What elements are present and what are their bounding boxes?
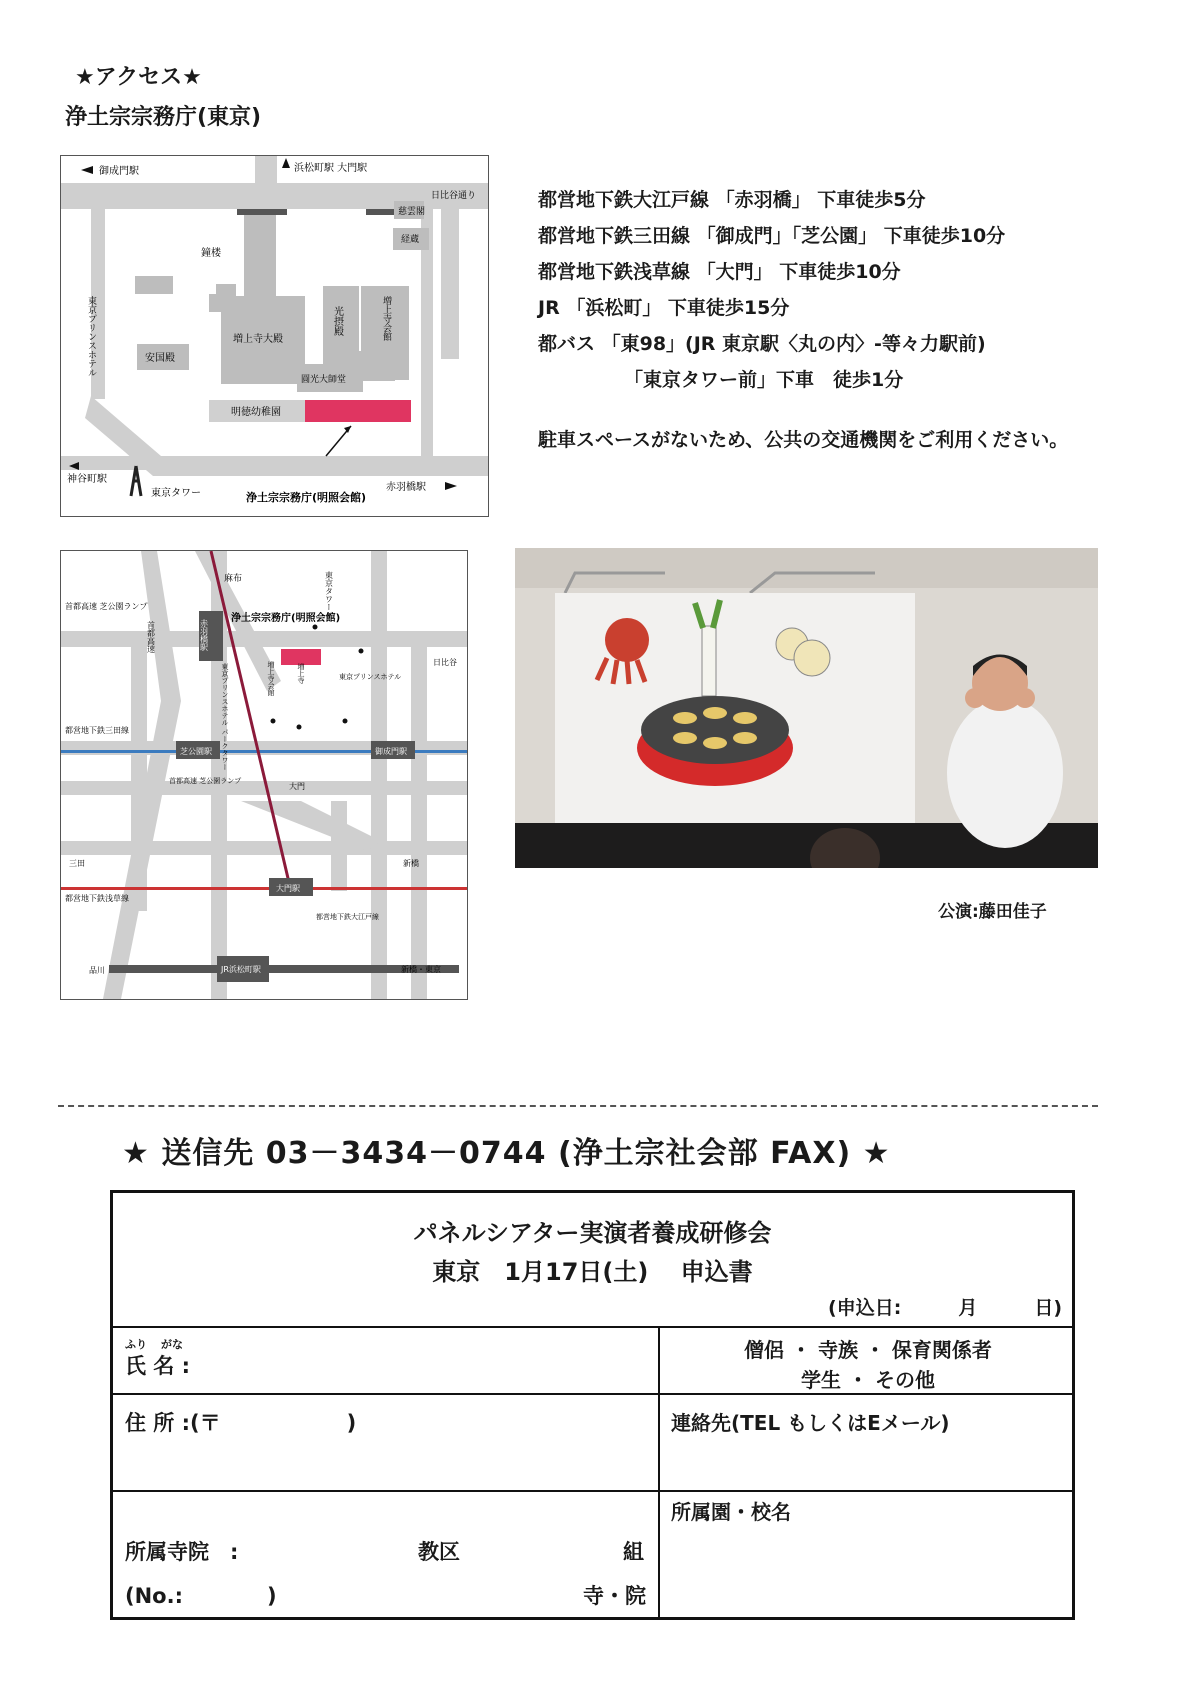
shibakoen-ramp-label: 首都高速 芝公園ランプ <box>169 777 242 785</box>
akabanebashi-station-label: 赤羽橋駅 <box>199 619 209 651</box>
mita-label: 三田 <box>69 859 85 868</box>
form-subtitle: 東京 1月17日(土) 申込書 <box>432 1258 753 1286</box>
tera-in-label: 寺・院 <box>583 1584 646 1608</box>
jr-hamamatsucho-label: JR浜松町駅 <box>221 965 261 974</box>
oedo-line-label: 都営地下鉄大江戸線 <box>316 913 379 921</box>
venue-area-map <box>60 155 489 517</box>
shinagawa-label: 品川 <box>89 966 105 975</box>
zojoji-kaikan-label: 増上寺会館 <box>381 296 391 341</box>
category-options-line2[interactable]: 学生 ・ その他 <box>801 1368 935 1392</box>
zojoji-label: 増上寺 <box>297 663 305 684</box>
access-directions <box>538 182 1005 398</box>
gomonmae-label: 御成門駅 <box>99 166 139 177</box>
venue-heading: 浄土宗宗務庁(東京) <box>65 105 262 130</box>
performance-photo <box>515 548 1098 868</box>
prince-park-label: 東京プリンスホテル パークタワー <box>221 663 229 771</box>
access-line: 「東京タワー前」下車 徒歩1分 <box>624 369 904 391</box>
temple-field[interactable]: 所属寺院 : <box>125 1540 239 1564</box>
kyozo-label: 経蔵 <box>401 235 420 245</box>
onarimon-station-label: 御成門駅 <box>375 747 407 756</box>
school-field[interactable]: 所属園・校名 <box>671 1500 791 1524</box>
photo-caption: 公演:藤田佳子 <box>938 902 1047 922</box>
column-divider <box>658 1326 660 1618</box>
row-divider <box>113 1393 1073 1395</box>
tokyo-tower-label: 東京タワー <box>151 488 201 499</box>
zojoji-daiden-label: 増上寺大殿 <box>233 334 283 345</box>
application-form <box>110 1190 1075 1620</box>
access-line: 都営地下鉄三田線 「御成門」「芝公園」 下車徒歩10分 <box>538 225 1006 247</box>
shuto-kosoku-label: 首都高速 <box>146 621 156 653</box>
venue-label: 浄土宗宗務庁(明照会館) <box>246 491 367 504</box>
address-field[interactable]: 住 所 :(〒 ) <box>125 1411 357 1435</box>
cut-line <box>58 1105 1098 1107</box>
form-title: パネルシアター実演者養成研修会 <box>413 1219 772 1247</box>
kamiyacho-label: 神谷町駅 <box>67 474 107 485</box>
akabanebashi-label: 赤羽橋駅 <box>386 482 426 493</box>
category-options-line1[interactable]: 僧侶 ・ 寺族 ・ 保育関係者 <box>744 1338 992 1362</box>
hibiya-dori-label: 日比谷通り <box>431 191 477 201</box>
parking-note: 駐車スペースがないため、公共の交通機関をご利用ください。 <box>538 429 1069 451</box>
venue-label: 浄土宗宗務庁(明照会館) <box>231 613 341 624</box>
kyoku-label: 教区 <box>418 1540 460 1564</box>
access-line: JR 「浜松町」 下車徒歩15分 <box>538 297 790 319</box>
access-line: 都営地下鉄浅草線 「大門」 下車徒歩10分 <box>538 261 901 283</box>
fax-destination: ★ 送信先 03－3434－0744 (浄土宗社会部 FAX) ★ <box>122 1136 891 1171</box>
prince-hotel-label: 東京プリンスホテル <box>86 296 96 377</box>
mita-line-label: 都営地下鉄三田線 <box>65 726 129 735</box>
row-divider <box>113 1326 1073 1328</box>
kumi-label: 組 <box>623 1540 644 1564</box>
kosetsuden-label: 光摂殿 <box>331 306 343 336</box>
azabu-label: 麻布 <box>224 574 243 584</box>
application-date-field[interactable]: (申込日: 月 日) <box>828 1297 1062 1319</box>
prince-hotel-label: 東京プリンスホテル <box>339 673 402 681</box>
shinbashi-tokyo-label: 新橋・東京 <box>401 965 441 974</box>
jiunkaku-label: 慈雲閣 <box>398 207 426 217</box>
enko-daishido-label: 圓光大師堂 <box>301 375 347 385</box>
shibakoen-station-label: 芝公園駅 <box>180 747 212 756</box>
daimon-station-label: 大門駅 <box>276 884 300 893</box>
furigana-furi: ふり <box>125 1338 147 1351</box>
contact-field[interactable]: 連絡先(TEL もしくはEメール) <box>671 1411 950 1435</box>
tokyo-tower-label: 東京タワー <box>324 571 334 611</box>
access-line: 都バス 「東98」(JR 東京駅〈丸の内〉-等々力駅前) <box>538 333 986 355</box>
daimon-gate-label: 大門 <box>289 782 305 791</box>
temple-number-field[interactable]: (No.: ) <box>125 1584 277 1608</box>
shoro-label: 鐘楼 <box>201 248 221 259</box>
hibiya-label: 日比谷 <box>433 658 457 667</box>
meitoku-label: 明徳幼稚園 <box>231 407 281 418</box>
row-divider <box>113 1490 1073 1492</box>
ankokuden-label: 安国殿 <box>145 353 175 364</box>
access-line: 都営地下鉄大江戸線 「赤羽橋」 下車徒歩5分 <box>538 189 926 211</box>
wide-area-map <box>60 550 468 1000</box>
access-heading: ★アクセス★ <box>75 65 202 90</box>
furigana-gana: がな <box>161 1338 183 1351</box>
shinbashi-label: 新橋 <box>403 859 419 868</box>
shuto-shibakoen-label: 首都高速 芝公園ランプ <box>65 602 148 611</box>
name-field[interactable]: 氏 名 : <box>125 1354 191 1378</box>
hamamatsucho-label: 浜松町駅 大門駅 <box>294 163 368 174</box>
asakusa-line-label: 都営地下鉄浅草線 <box>65 894 129 903</box>
zojoji-kaikan-label: 増上寺会館 <box>267 661 275 696</box>
